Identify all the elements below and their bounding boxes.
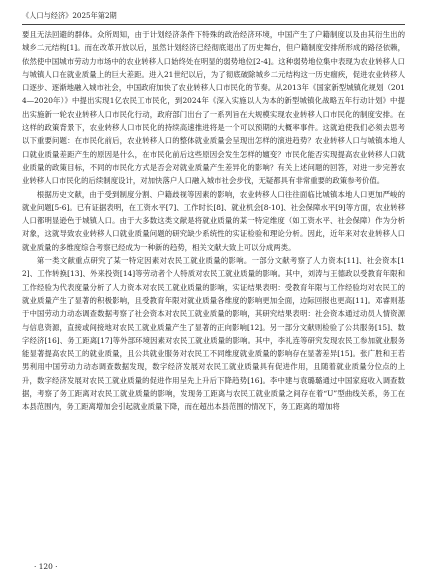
paragraph-1: 要且无法回避的群体。众所周知，由于计划经济条件下特殊的政治经济环境，中国产生了户籍制度以及由其衍生出的城乡二元结构[1]。而在改革开放以后，虽然计划经济已经彻底退出了历史舞台，但户籍制度安排所形成的路径依赖，依然使中国城市劳动力市场中的农业转移人口始终处在明显的弱势地位[2-4]。这种弱势地位集中表现为农业转移人口与城镇人口在就业质量上的巨大差距。进入21世纪以后，为了彻底破除城乡二元结构这一历史痼疾，促进农业转移人口逐步、逐渐地融入城市社会，中国政府加快了农业转移人口市民化的节奏。从2013年《国家新型城镇化规划（2014—2020年）》中提出实现1亿农民工市民化，到2024年《深入实施以人为本的新型城镇化战略五年行动计划》中提出实施新一轮农业转移人口市民化行动，政府部门出台了一系列旨在大规模实现农业转移人口市民化的制度安排。在这样的政策背景下，农业转移人口市民化的持续高速推进将是一个可以预期的大概率事件。这就迫使我们必须去思考以下重要问题：在市民化前后，农业转移人口的整体就业质量会呈现出怎样的演进趋势？农业转移人口与城镇本地人口就业质量差距产生的原因是什么，在市民化前后这些原因会发生怎样的嬗变？市民化能否实现提高农业转移人口就业质量的政策目标，不同的市民化方式是否会对就业质量产生差异化的影响？有关上述问题的回答，对进一步完善农业转移人口市民化的后续制度设计，对加快落户人口融入城市社会步伐，无疑都具有非常重要的政策参考价值。 [22,30,405,186]
paragraph-2: 根据历史文献，由于受到制度分割、户籍歧视等因素的影响，农业转移人口往往面临比城镇本地人口更加严峻的就业问题[5-6]。已有证据表明，在工资水平[7]、工作时长[8]、就业机会[8-10]、社会保障水平[9]等方面，农业转移人口都明显逊色于城镇人口。由于大多数这类文献是将就业质量的某一特定维度（如工资水平、社会保障）作为分析对象，这就导致农业转移人口就业质量问题的研究缺少系统性的实证检验和理论分析。因此，近年来对农业转移人口就业质量的多维度综合考察已经成为一种新的趋势，相关文献大致上可以分成两类。 [22,189,405,252]
page-number: · 120 · [34,562,58,571]
running-header [22,10,405,25]
paragraph-3: 第一类文献重点研究了某一特定因素对农民工就业质量的影响。一部分文献考察了人力资本[11]、社会资本[12]、工作转换[13]、外来投资[14]等劳动者个人特质对农民工就业质量的影响。其中，刘涛与王德政以受教育年限和工作经验为代表度量分析了人力资本对农民工就业质量的影响，实证结果表明：受教育年限与工作经验均对农民工的就业质量产生了显著的积极影响，且受教育年限对就业质量各维度的影响更加全面，边际回报也更高[11]。邓睿则基于中国劳动力动态调查数据考察了社会资本对农民工就业质量的影响，其研究结果表明：社会资本通过动员人情资源与信息资源，直接或间接地对农民工就业质量产生了显著的正向影响[12]。另一部分文献则检验了公共服务[15]、数字经济[16]、务工距离[17]等外部环境因素对农民工就业质量的影响。其中，李礼连等研究发现农民工参加就业服务能显著提高农民工的就业质量，且公共就业服务对农民工不同维度就业质量的影响存在显著差异[15]。张广胜和王若男利用中国劳动力动态调查数据发现，数字经济发展对农民工就业质量具有促进作用，且随着就业质量分位点的上升，数字经济发展对农民工就业质量的促进作用呈先上升后下降趋势[16]。李中建与袁璐璐通过中国家庭收入调查数据，考察了务工距离对农民工就业质量的影响，发现务工距离与农民工就业质量之间存在着“U”型曲线关系，务工在本县范围内，务工距离增加会引起就业质量下降，而在超出本县范围的情况下，务工距离的增加将 [22,256,405,412]
article-body [22,28,405,414]
journal-title: 《人口与经济》2025年第2期 [22,11,117,20]
